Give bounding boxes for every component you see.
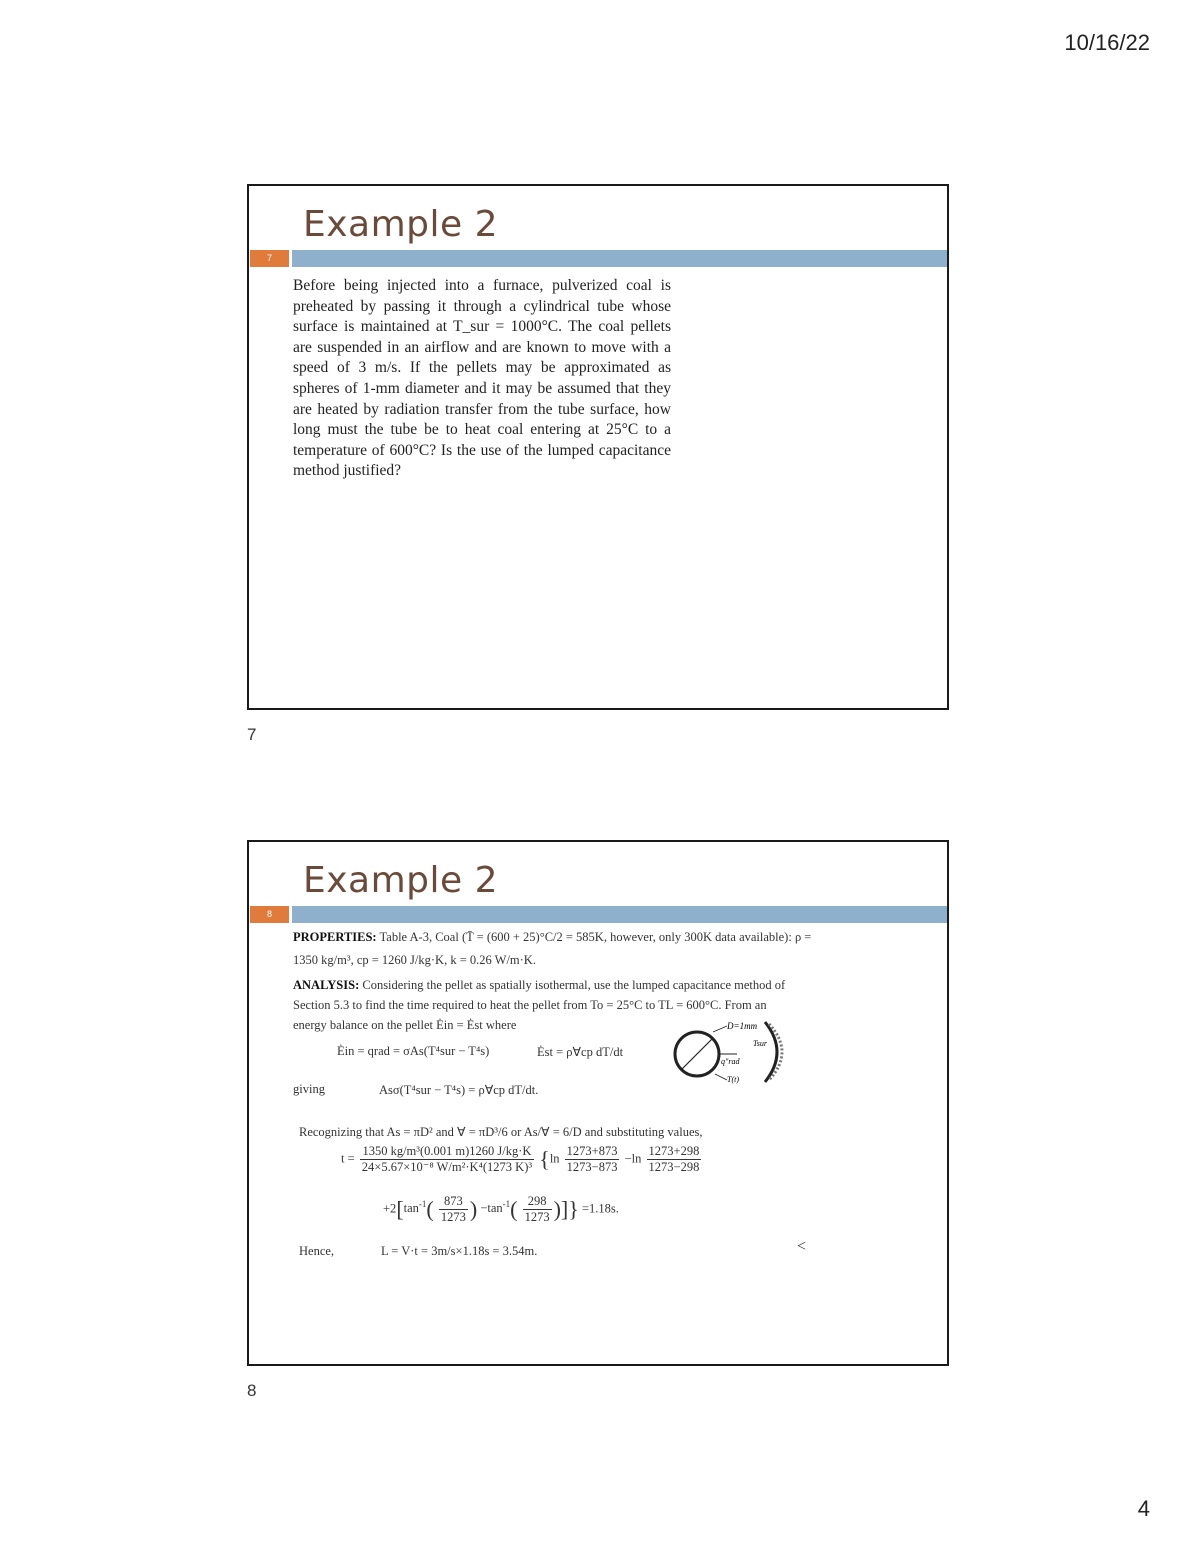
- tan-fraction-1: $\frac{873}{1273}$: [440, 1194, 466, 1224]
- problem-statement: Before being injected into a furnace, pulverized coal is preheated by passing it through a cylindrical tube whose surface is maintained at T_sur = 1000°C. The coal pellets are suspended in an airflow and are known to move with a speed of 3 m/s. If the pellets may be approximated as spheres of 1-mm diameter and it may be assumed that they are heated by radiation transfer from the tube surface, how long must the tube be to heat coal entering at 25°C to a temperature of 600°C? Is the use of the lumped capacitance method justified?: [293, 277, 671, 480]
- title-bar: [292, 250, 947, 267]
- analysis-line-3: energy balance on the pellet Ėin = Ėst where: [293, 1018, 517, 1032]
- hence-label: Hence,: [299, 1244, 335, 1258]
- pellet-diagram: [667, 1018, 802, 1088]
- properties-line-1: PROPERTIES: Table A-3, Coal (T̄ = (600 + 25)°C/2 = 585K, however, only 300K data available): ρ =: [293, 930, 812, 944]
- time-equation: t = $\frac{\text{1350 kg/m³(0.001 m)1260 J/kg·K}}{\text{24×5.67×10⁻⁸ W/m²·K⁴(1273 K)³}}$ {ln $\frac{1273+873}{1273-873}$ −ln $\frac{1273+298}{1273-298}$: [341, 1144, 700, 1174]
- equation-ein: Ėin = qrad = σAs(T⁴sur − T⁴s): [337, 1044, 490, 1058]
- result-mark: <: [797, 1238, 807, 1255]
- giving-label: giving: [293, 1082, 325, 1096]
- analysis-line-2: Section 5.3 to find the time required to heat the pellet from To = 25°C to TL = 600°C. From an: [293, 998, 767, 1012]
- slide-number-tab: 7: [250, 250, 289, 267]
- slide-7: [247, 184, 949, 710]
- ln-fraction-2: $\frac{1273+298}{1273-298}$: [648, 1144, 700, 1174]
- recognizing-line: Recognizing that As = πD² and ∀ = πD³/6 or As/∀ = 6/D and substituting values,: [299, 1125, 703, 1139]
- properties-line-2: 1350 kg/m³, cp = 1260 J/kg·K, k = 0.26 W/m·K.: [293, 953, 536, 967]
- length-result: L = V·t = 3m/s×1.18s = 3.54m.: [381, 1244, 538, 1258]
- slide-title: Example 2: [303, 860, 499, 901]
- qrad-label: q″rad: [721, 1057, 740, 1066]
- slide-label: 8: [247, 1381, 257, 1400]
- tsur-label: Tsur: [753, 1039, 767, 1048]
- slide-label: 7: [247, 725, 257, 744]
- tan-fraction-2: $\frac{298}{1273}$: [524, 1194, 550, 1224]
- tan-equation: $+2[\tan^{-1}$( $\frac{873}{1273}$ ) $-\tan^{-1}$( $\frac{298}{1273}$ )]} =1.18s.: [383, 1194, 619, 1224]
- d-label: D=1mm: [727, 1021, 758, 1031]
- slide-number-tab: 8: [250, 906, 289, 923]
- diameter-line: [681, 1038, 713, 1070]
- slide-title: Example 2: [303, 204, 499, 245]
- page-number: 4: [1137, 1496, 1150, 1521]
- title-bar: [292, 906, 947, 923]
- analysis-line-1: ANALYSIS: Considering the pellet as spatially isothermal, use the lumped capacitance method of: [293, 978, 786, 992]
- time-fraction: $\frac{\text{1350 kg/m³(0.001 m)1260 J/kg·K}}{\text{24×5.67×10⁻⁸ W/m²·K⁴(1273 K)³}}$: [361, 1144, 533, 1174]
- t-leader: [715, 1074, 727, 1080]
- t-label: T(t): [727, 1075, 739, 1084]
- equation-giving: Asσ(T⁴sur − T⁴s) = ρ∀cp dT/dt.: [379, 1083, 539, 1097]
- slide-8: [247, 840, 949, 1366]
- equation-est: Ėst = ρ∀cp dT/dt: [537, 1045, 624, 1059]
- page-date: 10/16/22: [1064, 30, 1150, 55]
- d-leader: [713, 1026, 727, 1032]
- ln-fraction-1: $\frac{1273+873}{1273-873}$: [566, 1144, 618, 1174]
